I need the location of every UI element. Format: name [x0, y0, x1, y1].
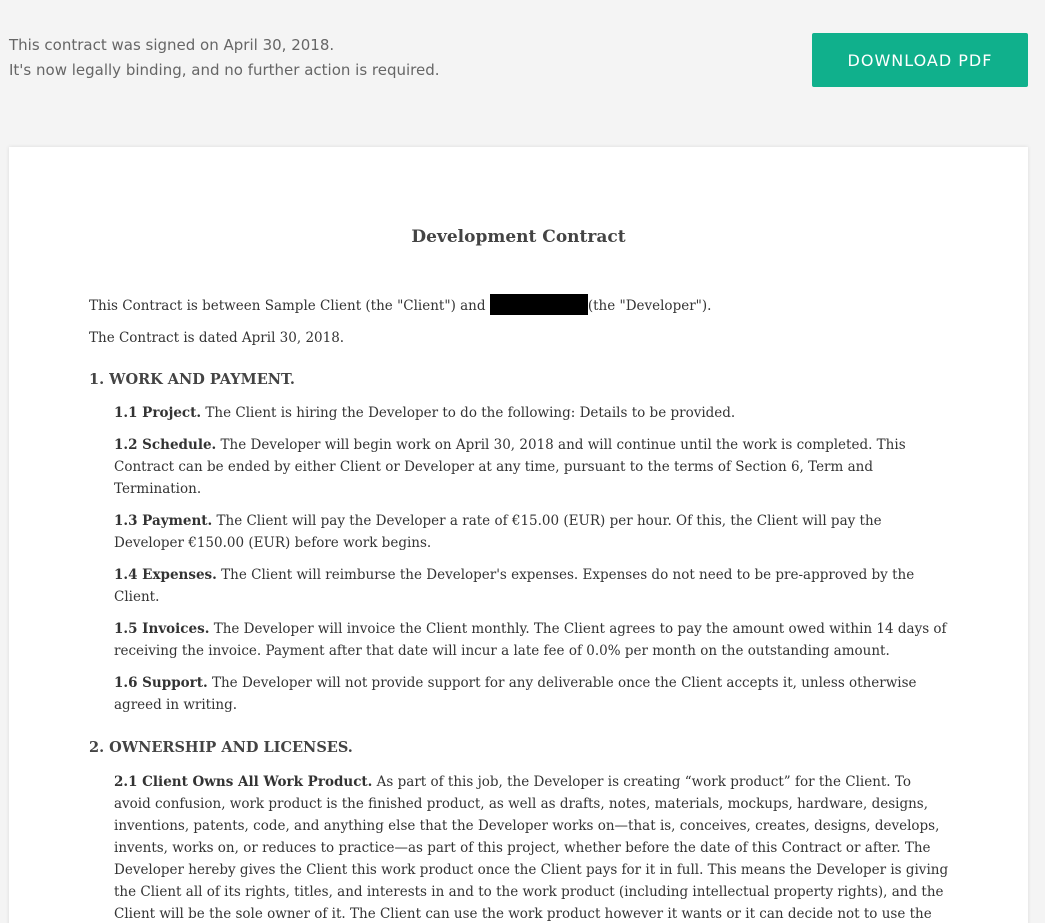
clause-1-1 [114, 402, 949, 424]
binding-status-text: It's now legally binding, and no further action is required. [9, 61, 440, 79]
clause-text: The Client will reimburse the Developer's expenses. Expenses do not need to be pre-approved by the Client. [114, 567, 915, 605]
clause-label: 1.6 Support. [114, 675, 208, 691]
clause-text: The Developer will invoice the Client monthly. The Client agrees to pay the amount owed within 14 days of receiving the invoice. Payment after that date will incur a late fee of 0.0% per month on the outstanding amount. [114, 621, 947, 659]
redacted-developer-name [490, 294, 588, 315]
clause-1-4 [114, 564, 949, 608]
clause-label: 1.5 Invoices. [114, 621, 210, 637]
section-ownership-clauses [114, 771, 949, 923]
signed-date-text: This contract was signed on April 30, 2018. [9, 36, 335, 54]
clause-text: The Client is hiring the Developer to do the following: Details to be provided. [205, 405, 736, 421]
section-heading-work-payment: 1. WORK AND PAYMENT. [89, 371, 295, 388]
signed-status-banner [9, 33, 440, 83]
clause-1-2 [114, 434, 949, 500]
clause-1-3 [114, 510, 949, 554]
contract-intro [89, 294, 949, 359]
clause-text: The Developer will not provide support for any deliverable once the Client accepts it, unless otherwise agreed in writing. [114, 675, 917, 713]
section-heading-ownership-licenses: 2. OWNERSHIP AND LICENSES. [89, 739, 353, 756]
parties-prefix: This Contract is between Sample Client (the "Client") and [89, 298, 486, 314]
clause-label: 2.1 Client Owns All Work Product. [114, 774, 373, 790]
clause-text: The Client will pay the Developer a rate of €15.00 (EUR) per hour. Of this, the Client will pay the Developer €150.00 (EUR) before work begins. [114, 513, 882, 551]
clause-text: The Developer will begin work on April 30, 2018 and will continue until the work is completed. This Contract can be ended by either Client or Developer at any time, pursuant to the terms of Section 6, Term and Termination. [114, 437, 906, 497]
clause-1-5 [114, 618, 949, 662]
parties-suffix: (the "Developer"). [587, 298, 712, 314]
clause-1-6 [114, 672, 949, 716]
contract-document [9, 147, 1028, 923]
download-pdf-button[interactable]: DOWNLOAD PDF [812, 33, 1028, 87]
clause-label: 1.1 Project. [114, 405, 202, 421]
clause-text: As part of this job, the Developer is creating “work product” for the Client. To avoid confusion, work product is the finished product, as well as drafts, notes, materials, mockups, hardware, designs, inventions, patents, code, and anything else that the Developer works on—that is, conceives, creates, designs, develops, invents, works on, or reduces to practice—as part of this project, whether before the date of this Contract or after. The Developer hereby gives the Client this work product once the Client pays for it in full. This means the Developer is giving the Client all of its rights, titles, and interests in and to the work product (including intellectual property rights), and the Client will be the sole owner of it. The Client can use the work product however it wants or it can decide not to use the [114, 774, 949, 922]
clause-label: 1.4 Expenses. [114, 567, 217, 583]
contract-date: The Contract is dated April 30, 2018. [89, 330, 345, 346]
document-title: Development Contract [411, 227, 626, 247]
clause-label: 1.3 Payment. [114, 513, 213, 529]
clause-2-1 [114, 771, 949, 923]
section-work-payment-clauses [114, 402, 949, 726]
clause-label: 1.2 Schedule. [114, 437, 217, 453]
parties-statement [89, 294, 949, 317]
